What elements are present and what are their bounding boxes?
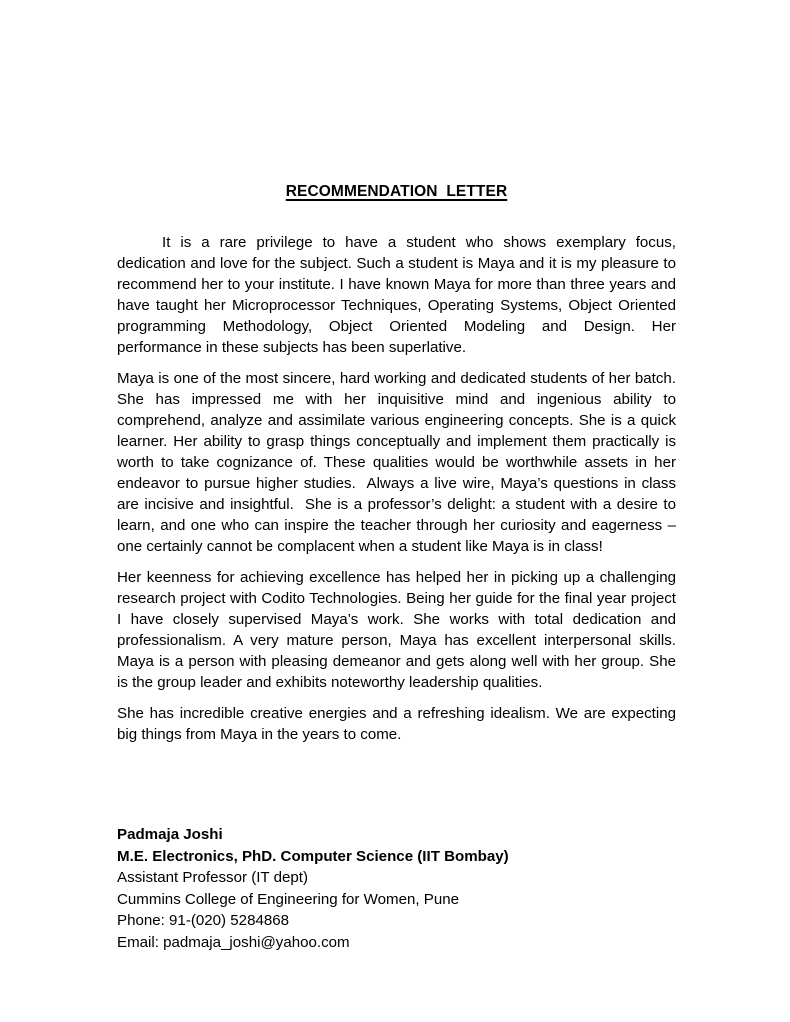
- page-title-text: RECOMMENDATION LETTER: [285, 183, 508, 200]
- signature-institution: Cummins College of Engineering for Women, Pune: [117, 890, 460, 908]
- signature-block: [117, 824, 676, 953]
- paragraph-4: She has incredible creative energies and a refreshing idealism. We are expecting big things from Maya in the years to come.: [117, 705, 681, 743]
- signature-qualifications: M.E. Electronics, PhD. Computer Science (IIT Bombay): [117, 847, 509, 865]
- signature-phone: Phone: 91-(020) 5284868: [117, 912, 290, 929]
- signature-email: Email: padmaja_joshi@yahoo.com: [117, 933, 350, 951]
- signature-designation: Assistant Professor (IT dept): [117, 869, 308, 886]
- document-body: [117, 0, 681, 953]
- paragraph-3: Her keenness for achieving excellence has helped her in picking up a challenging research project with Codito Technologies. Being her guide for the final year project I have closely supervised Maya’s work. She works with total dedication and professionalism. A very mature person, Maya has excellent interpersonal skills. Maya is a person with pleasing demeanor and gets along well with her group. She is the group leader and exhibits noteworthy leadership qualities.: [117, 569, 681, 691]
- paragraph-1: It is a rare privilege to have a student who shows exemplary focus, dedication and love for the subject. Such a student is Maya and it is my pleasure to recommend her to your institute. I have known Maya for more than three years and have taught her Microprocessor Techniques, Operating Systems, Object Oriented programming Methodology, Object Oriented Modeling and Design. Her performance in these subjects has been superlative.: [117, 234, 681, 356]
- signature-name: Padmaja Joshi: [117, 826, 223, 843]
- paragraph-2: Maya is one of the most sincere, hard working and dedicated students of her batch. She has impressed me with her inquisitive mind and ingenious ability to comprehend, analyze and assimilate various engineering concepts. She is a quick learner. Her ability to grasp things conceptually and implement them practically is worth to take cognizance of. These qualities would be worthwhile assets in her endeavor to pursue higher studies. Always a live wire, Maya’s questions in class are incisive and insightful. She is a professor’s delight: a student with a desire to learn, and one who can inspire the teacher through her curiosity and eagerness – one certainly cannot be complacent when a student like Maya is in class!: [117, 370, 681, 555]
- page-title: [117, 0, 676, 201]
